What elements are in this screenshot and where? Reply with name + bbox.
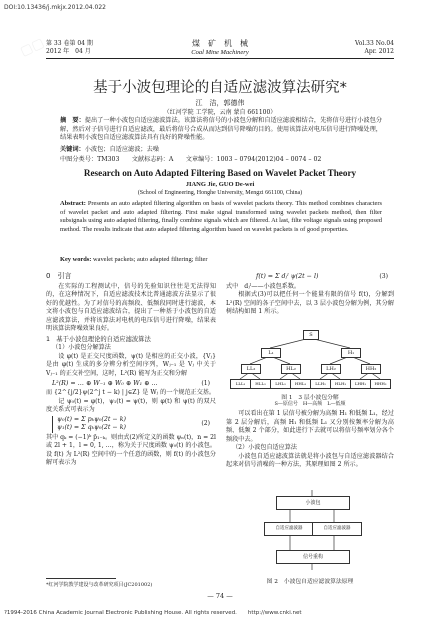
- fig2-box-filter-left: 自适应滤波器: [264, 522, 314, 536]
- tree-node-lll3: LLL₃: [230, 379, 251, 389]
- paragraph-tree-intro: 根据式(3)可以把任何一个能量有限的信号 f(t)，分解到 L²(R) 空间的各子空间中去，以 3 层小波包分解为例，其分解树结构如图 1 所示。: [226, 291, 394, 316]
- paragraph-coefficient: 式中 dⱼˡ——小波包系数。: [226, 282, 301, 290]
- equation-1-body: L²(R) = … ⊕ W₋₁ ⊕ W₀ ⊕ W₁ ⊕ …: [52, 379, 158, 387]
- figure-1-subcaption: S—原信号 H—高频 L—低频: [274, 401, 346, 407]
- equation-2-body: [52, 416, 126, 433]
- doi-text: DOI:10.13436/j.mkjx.2012.04.022: [4, 4, 106, 11]
- abstract-en-text: Presents an auto adapted filtering algorithm on basis of wavelet packets theory. This method combines characters of wavelet packet and auto adapted filtering. First make signal transformed using wavelet packets method, then filter subsignals using auto adapted filtering, finally combine signals which are filtered. At last, filte voltage signals using proposed method. The results indicate that auto adapted filtering algorithm based on wavelet packets is of good properties.: [60, 200, 382, 233]
- abstract-cn-label: 摘 要：: [60, 117, 85, 124]
- paragraph-bands: 可以看出在第 1 层信号被分解为高频 H₁ 和低频 L₁，经过第 2 层分解后，高频 H₁ 和低频 L₁ 又分别按频率分解为高频、低频 2 个部分，如此进行下去就可以将信号频率划分各个频段中去。: [226, 410, 394, 443]
- paragraph-two-scale: 记 ψ₀(t) = φ(t)，ψ₁(t) = ψ(t)，则 φ(t) 和 ψ(t) 的双尺度关系式可表示为: [46, 397, 216, 414]
- equation-3-number: (3): [379, 273, 388, 280]
- equation-3-body: f(t) = Σ dⱼˡ ψ(2t − l): [256, 273, 319, 280]
- equation-2-number: (2): [201, 420, 210, 428]
- volume-line: Vol.33 No.04: [354, 40, 394, 47]
- page-number: — 74 —: [207, 592, 233, 600]
- issue-line: 第 33 卷第 04 期: [46, 40, 93, 47]
- keywords-cn-label: 关键词：: [60, 146, 85, 153]
- paper-title-en: Research on Auto Adapted Filtering Based on Wavelet Packet Theory: [83, 168, 357, 178]
- left-column: [46, 272, 216, 468]
- tree-node-h1: H₁: [341, 348, 361, 358]
- paragraph-decomposition: 设 φ(t) 是正交尺度函数，ψ(t) 是相应的正交小波，{Vⱼ} 是由 φ(t) 生成的多分辨分析空间序列，Wⱼ₋₁ 是 Vⱼ 中关于 Vⱼ₋₁ 的正交补空间，这时，L²(R) 能写为正交和分解: [46, 352, 216, 378]
- right-column-top: [226, 272, 394, 317]
- tree-node-hl2: HL₂: [281, 364, 301, 374]
- figure-2-caption: 图 2 小波包自适应滤波算法原理: [266, 579, 354, 585]
- keywords-en-label: Key words:: [60, 256, 92, 263]
- figure-1-tree: [230, 330, 390, 390]
- footnote: *红河学院教学建设与改革研究项目(JC201002): [46, 582, 153, 588]
- keywords-en: [60, 256, 382, 265]
- copyright-footer: ?1994-2016 China Academic Journal Electronic Publishing House. All rights reserved. http://www.cnki.net: [4, 610, 302, 616]
- watermark: ▢▢: [17, 35, 47, 60]
- authors-en: JIANG Jie, GUO De-wei: [185, 181, 255, 188]
- paper-title-cn: 基于小波包理论的自适应滤波算法研究*: [93, 80, 347, 96]
- header-right: [355, 40, 394, 56]
- tree-node-hlh3: HLH₃: [330, 379, 351, 389]
- journal-name-en: Coal Mine Machinery: [191, 49, 249, 56]
- tree-node-hll3: HLL₃: [250, 379, 271, 389]
- classification: 中图分类号：TM303 文献标志码：A 文章编号：1003 – 0794(2012)04 – 0074 – 02: [60, 156, 322, 163]
- keywords-cn: [60, 146, 382, 155]
- paragraph-wavelet-packet: 其中 qₖ = (−1)ᵏ p̄₁₋ₖ。则由式(2)所定义的函数 ψₙ(t)，n = 2l 或 2l + 1，l = 0, 1, …，称为关于尺度函数 ψ₀(t) 的小波包。设 f(t) 为 L²(R) 空间中的一个任意的函数，则 f(t) 的小波包分解可表示为: [46, 433, 216, 467]
- right-column-bottom: [226, 410, 394, 470]
- tree-node-llh3: LLH₃: [310, 379, 331, 389]
- subsection-wavelet-heading: （1）小波包分解算法: [52, 344, 111, 352]
- authors-cn: 江 洁，郭德伟: [195, 99, 245, 107]
- keywords-en-text: wavelet packets; auto adapted filtering; filter: [91, 256, 208, 263]
- section1-heading: 1 基于小波包理论的自适应滤波算法: [46, 335, 151, 343]
- paragraph-basis: 而 {2^{j/2}ψ(2^j t − k) | j∈Z} 是 Wⱼ 的一个规范正交基。: [46, 389, 215, 397]
- abstract-cn: [60, 117, 382, 143]
- tree-node-lh2: LH₂: [321, 364, 341, 374]
- abstract-en: [60, 200, 382, 234]
- fig2-box-reconstruct: 信号重构: [276, 550, 350, 564]
- tree-node-lhh3: LHH₃: [350, 379, 371, 389]
- figure-1-caption: 图 1 3 层小波包分解: [281, 395, 339, 401]
- tree-node-hh2: HH₂: [361, 364, 381, 374]
- equation-2: [46, 415, 216, 434]
- affiliation-en: (School of Engineering, Honghe University, Mengzi 661100, China): [137, 190, 303, 196]
- equation-1-number: (1): [201, 379, 210, 387]
- tree-node-hhh3: HHH₃: [370, 379, 391, 389]
- figure-2-diagram: [262, 490, 362, 572]
- tree-node-root: S: [303, 330, 319, 340]
- equation-2a: ψ₀(t) = Σ pₖψ₀(2t − k): [57, 415, 126, 423]
- equation-2b: ψ₁(t) = Σ qₖψ₀(2t − k): [57, 424, 126, 432]
- month-line: Apr. 2012: [364, 48, 394, 55]
- footnote-rule: [46, 578, 116, 579]
- keywords-cn-text: 小波包；自适应滤波；去噪: [84, 146, 159, 153]
- fig2-box-wavelet: 小波包: [276, 496, 350, 510]
- header-rule: [46, 58, 394, 59]
- date-line: 2012 年 04 月: [46, 48, 91, 55]
- tree-node-hhl3: HHL₃: [290, 379, 311, 389]
- subsection-adaptive-heading: （2）小波包自适应算法: [232, 444, 297, 452]
- equation-1: [46, 379, 216, 390]
- intro-paragraph: 在实际的工程测试中，信号的先验知识往往是无法得知的，在这种情况下，自适应滤波技术比普通滤波方法显示了很好的优越性。为了对信号的高频段、低频段同时进行滤波，本文将小波包与自适应滤波结合，提出了一种基于小波包的自适应滤波算法，并将该算法对电机的电压信号进行降噪，结果表明该算法降噪效果良好。: [46, 282, 216, 333]
- journal-name-cn: 煤 矿 机 械: [192, 39, 248, 48]
- tree-node-lhl3: LHL₃: [270, 379, 291, 389]
- section-intro-heading: 0 引言: [46, 272, 72, 280]
- abstract-en-label: Abstract:: [60, 200, 86, 207]
- paragraph-principle: 小波包自适应滤波算法就是将小波包与自适应滤波器结合起来对信号消噪的一种方法，其原理如图 2 所示。: [226, 452, 394, 469]
- tree-node-l1: L₁: [261, 348, 281, 358]
- affiliation-cn: （红河学院 工学院，云南 蒙自 661100）: [163, 109, 277, 116]
- equation-3: [226, 272, 394, 283]
- tree-node-ll2: LL₂: [241, 364, 261, 374]
- abstract-cn-text: 提出了一种小波包自适应滤波算法。该算法将信号的小波包分解和自适应滤波相结合，先将信号进行小波包分解，然后对子信号进行自适应滤波，最后将信号合成从而达到信号降噪的目的。使用该算法对电压信号进行降噪处理，结果表明小波包自适应滤波算法具有良好的降噪性能。: [60, 117, 383, 142]
- fig2-box-filter-right: 自适应滤波器: [312, 522, 362, 536]
